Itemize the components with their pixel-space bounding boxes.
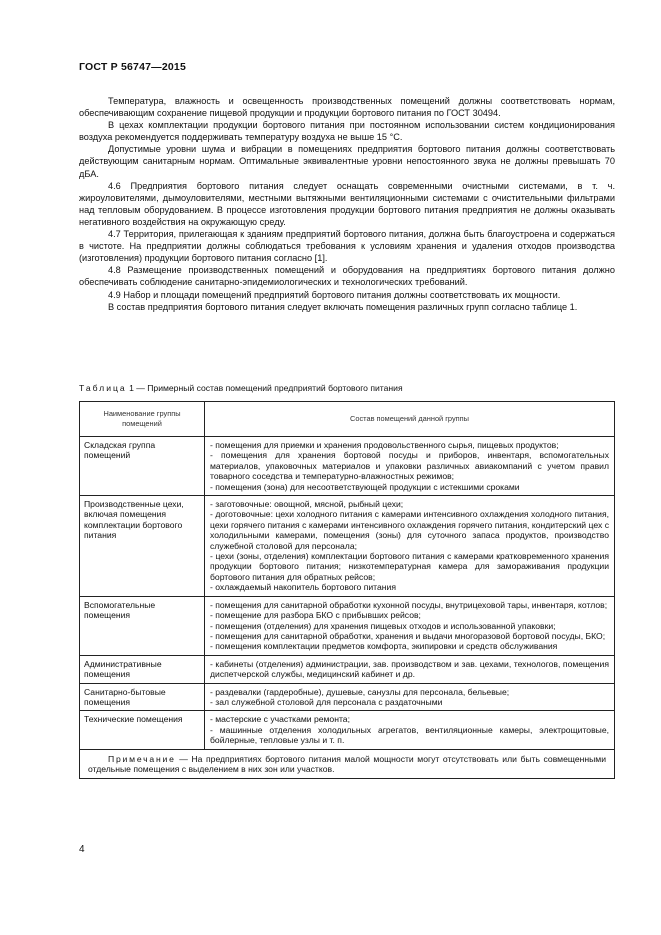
list-item: - цехи (зоны, отделения) комплектации бортового питания с камерами кратковременного хранения продукции бортового питания; низкотемпературная камера для замораживания продукции бортового питания для обратных рейсов;: [210, 551, 609, 582]
items-cell: [205, 596, 615, 655]
column-header-composition: Состав помещений данной группы: [205, 402, 615, 437]
note-text: — На предприятиях бортового питания малой мощности могут отсутствовать или быть совмещенными отдельные помещения с выделением в них зон или участков.: [88, 753, 606, 774]
paragraph: Допустимые уровни шума и вибрации в помещениях предприятия бортового питания должны соответствовать действующим санитарным нормам. Оптимальные эквивалентные уровни непостоянного звука не должны превышать 70 дБА.: [79, 144, 615, 179]
table-row: [80, 683, 615, 711]
group-cell: Технические помещения: [80, 711, 205, 749]
group-cell: Вспомогательные помещения: [80, 596, 205, 655]
list-item: - доготовочные: цехи холодного питания с камерами интенсивного охлаждения холодного питания, цехи горячего питания с камерами интенсивного охлаждения горячего питания, кондитерский цех с холодильными камерами, помещения (зоны) для суточного запаса продуктов, производство служебной столовой для персонала;: [210, 509, 609, 551]
table-caption-label: Таблица: [79, 383, 127, 393]
table-row: [80, 437, 615, 496]
paragraph: Температура, влажность и освещенность производственных помещений должны соответствовать нормам, обеспечивающим сохранение пищевой продукции и продукции бортового питания по ГОСТ 30494.: [79, 96, 615, 119]
paragraph: В состав предприятия бортового питания следует включать помещения различных групп согласно таблице 1.: [108, 301, 578, 312]
list-item: - помещения для санитарной обработки, хранения и выдачи многоразовой бортовой посуды, БКО;: [210, 630, 606, 641]
note-label: Примечание: [108, 753, 176, 764]
paragraph: 4.9 Набор и площади помещений предприятий бортового питания должны соответствовать их мощности.: [108, 289, 561, 300]
page-number: 4: [79, 844, 85, 855]
table-note-row: [80, 749, 615, 779]
group-cell: Административные помещения: [80, 655, 205, 683]
list-item: - зал служебной столовой для персонала с раздаточными: [210, 696, 443, 707]
list-item: - раздевалки (гардеробные), душевые, санузлы для персонала, бельевые;: [210, 686, 510, 697]
list-item: - кабинеты (отделения) администрации, зав. производством и зав. цехами, технологов, помещения диспетчерской службы, медицинский кабинет и др.: [210, 658, 609, 680]
list-item: - заготовочные: овощной, мясной, рыбный цехи;: [210, 499, 404, 510]
body-text: [79, 95, 615, 313]
items-cell: [205, 437, 615, 496]
table-row: [80, 655, 615, 683]
list-item: - помещение для разбора БКО с прибывших рейсов;: [210, 610, 421, 621]
table-note: [80, 749, 615, 779]
paragraph: 4.6 Предприятия бортового питания следует оснащать современными очистными системами, в т. ч. жироуловителями, дымоуловителями, местными вытяжными вентиляционными системами с очистительными фильтрами над тепловым оборудованием. В процессе изготовления продукции бортового питания предприятия не должны оказывать негативного воздействия на окружающую среду.: [79, 180, 615, 227]
group-cell: Санитарно-бытовые помещения: [80, 683, 205, 711]
list-item: - охлаждаемый накопитель бортового питания: [210, 582, 396, 593]
items-cell: [205, 496, 615, 597]
column-header-group: Наименование группы помещений: [80, 402, 205, 437]
table-row: [80, 711, 615, 749]
list-item: - помещения для санитарной обработки кухонной посуды, внутрицеховой тары, инвентаря, котлов;: [210, 599, 608, 610]
document-header: ГОСТ Р 56747—2015: [79, 61, 187, 73]
table-row: [80, 596, 615, 655]
table-row: [80, 496, 615, 597]
list-item: - помещения комплектации предметов комфорта, экипировки и средств обслуживания: [210, 641, 558, 652]
paragraph: 4.8 Размещение производственных помещений и оборудования на предприятиях бортового питания должно обеспечивать соблюдение санитарно-эпидемиологических и технологических требований.: [79, 265, 615, 288]
table-header-row: [80, 402, 615, 437]
list-item: - помещения для приемки и хранения продовольственного сырья, пищевых продуктов;: [210, 440, 559, 450]
table-caption-text: 1 — Примерный состав помещений предприятий бортового питания: [126, 383, 403, 393]
list-item: - машинные отделения холодильных агрегатов, вентиляционные камеры, электрощитовые, бойлерные, тепловые узлы и т. п.: [210, 724, 609, 746]
paragraph: В цехах комплектации продукции бортового питания при постоянном использовании систем кондиционирования воздуха рекомендуется поддерживать температуру воздуха не выше 15 °С.: [79, 120, 615, 143]
group-cell: Складская группа помещений: [80, 437, 205, 496]
list-item: - помещения для хранения бортовой посуды и приборов, инвентаря, вспомогательных материалов, упаковочных материалов и упаковки различных авиакомпаний с учетом правил товарного соседства и температурно-влажностных режимов;: [210, 450, 609, 482]
items-cell: [205, 711, 615, 749]
paragraph: 4.7 Территория, прилегающая к зданиям предприятий бортового питания, должна быть благоустроена и содержаться в чистоте. На предприятии должны соблюдаться требования к условиям хранения и удаления отходов производства (изготовления) продукции бортового питания согласно [1].: [79, 229, 615, 264]
list-item: - мастерские с участками ремонта;: [210, 714, 350, 725]
group-cell: Производственные цехи, включая помещения комплектации бортового питания: [80, 496, 205, 597]
list-item: - помещения (отделения) для хранения пищевых отходов и использованной упаковки;: [210, 620, 556, 631]
items-cell: [205, 683, 615, 711]
items-cell: [205, 655, 615, 683]
table-caption: [79, 383, 403, 393]
list-item: - помещения (зона) для несоответствующей продукции с истекшими сроками: [210, 481, 520, 492]
rooms-table: [79, 401, 615, 779]
